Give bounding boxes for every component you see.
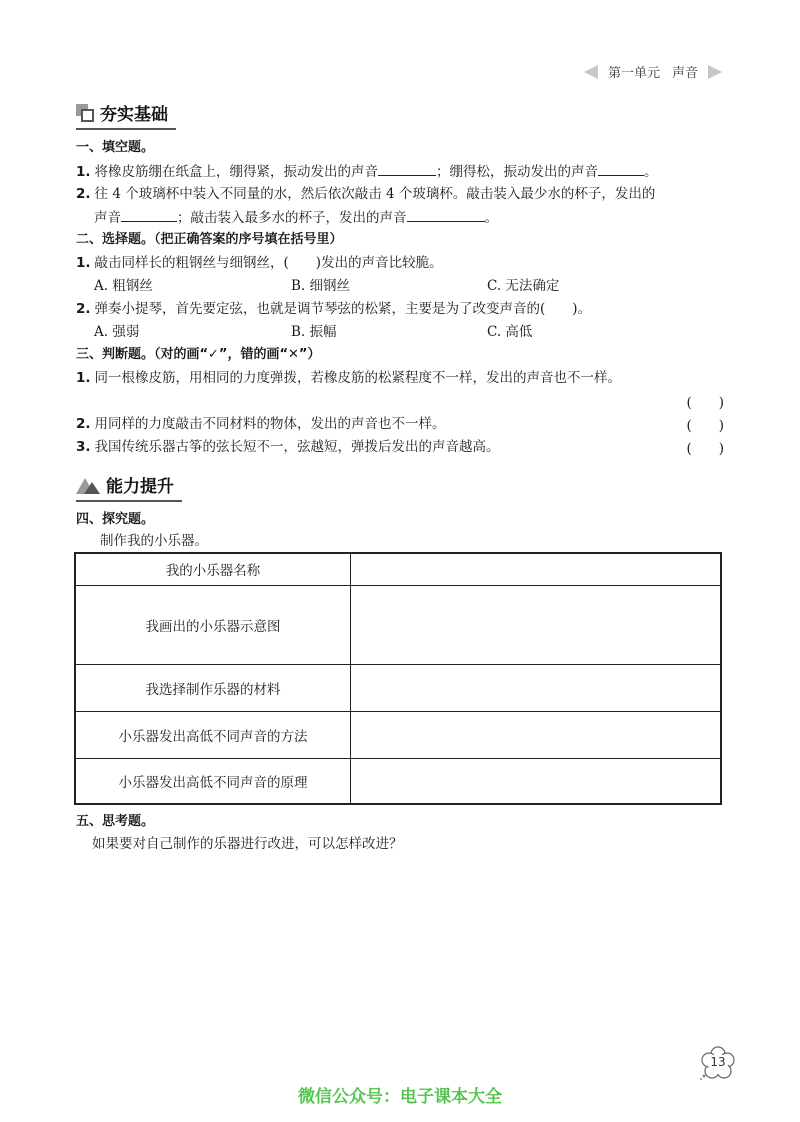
watermark: 微信公众号：电子课本大全 — [298, 1087, 502, 1107]
judge-question-1: 1. 同一根橡皮筋，用相同的力度弹拨，若橡皮筋的松紧程度不一样，发出的声音也不一样。 — [76, 370, 622, 386]
section-title-text: 能力提升 — [106, 477, 174, 497]
think-heading: 五、思考题。 — [76, 814, 155, 829]
table-row — [75, 664, 721, 711]
instrument-table — [74, 552, 722, 805]
judge-heading: 三、判断题。（对的画“✓”，错的画“✕”） — [76, 347, 321, 362]
option-c[interactable]: C. 高低 — [487, 324, 533, 340]
answer-paren[interactable]: ( ) — [686, 418, 724, 434]
answer-blank[interactable] — [407, 207, 485, 222]
judge-question-3: 3. 我国传统乐器古筝的弦长短不一，弦越短，弹拨后发出的声音越高。 — [76, 439, 500, 455]
row-label: 我选择制作乐器的材料 — [75, 664, 351, 711]
answer-blank[interactable] — [598, 161, 644, 176]
answer-paren[interactable]: ( ) — [686, 441, 724, 457]
squares-icon — [76, 104, 94, 122]
row-label: 我的小乐器名称 — [75, 553, 351, 585]
judge-question-2: 2. 用同样的力度敲击不同材料的物体，发出的声音也不一样。 — [76, 416, 446, 432]
option-b[interactable]: B. 振幅 — [291, 324, 337, 340]
answer-cell[interactable] — [351, 664, 722, 711]
explore-intro: 制作我的小乐器。 — [100, 533, 208, 549]
header-right-triangle-icon — [708, 65, 722, 79]
page-header — [584, 62, 722, 81]
fill-question-2-cont: 声音 ；敲击装入最多水的杯子，发出的声音 。 — [94, 207, 498, 228]
header-topic: 声音 — [671, 66, 698, 81]
answer-cell[interactable] — [351, 585, 722, 664]
section-title-text: 夯实基础 — [100, 105, 168, 125]
header-left-triangle-icon — [584, 65, 598, 79]
section-title-basics — [76, 100, 168, 125]
answer-paren[interactable]: ( ) — [686, 395, 724, 411]
answer-blank[interactable] — [378, 161, 436, 176]
option-a[interactable]: A. 强弱 — [94, 324, 140, 340]
header-unit: 第一单元 — [607, 66, 660, 81]
table-row — [75, 758, 721, 804]
fill-question-2: 2. 往 4 个玻璃杯中装入不同量的水，然后依次敲击 4 个玻璃杯。敲击装入最少水的杯子，发出的 — [76, 186, 656, 202]
table-row — [75, 553, 721, 585]
answer-cell[interactable] — [351, 711, 722, 758]
answer-blank[interactable] — [121, 207, 177, 222]
choice-heading: 二、选择题。（把正确答案的序号填在括号里） — [76, 232, 343, 247]
choice-question-1: 1. 敲击同样长的粗钢丝与细钢丝，( )发出的声音比较脆。 — [76, 255, 443, 271]
row-label: 我画出的小乐器示意图 — [75, 585, 351, 664]
option-c[interactable]: C. 无法确定 — [487, 278, 560, 294]
fill-question-1: 1. 将橡皮筋绷在纸盒上，绷得紧，振动发出的声音 ；绷得松，振动发出的声音 。 — [76, 161, 658, 182]
row-label: 小乐器发出高低不同声音的方法 — [75, 711, 351, 758]
table-row — [75, 711, 721, 758]
explore-heading: 四、探究题。 — [76, 512, 155, 527]
option-b[interactable]: B. 细钢丝 — [291, 278, 351, 294]
mountain-icon — [76, 476, 100, 494]
row-label: 小乐器发出高低不同声音的原理 — [75, 758, 351, 804]
choice-question-2: 2. 弹奏小提琴，首先要定弦，也就是调节琴弦的松紧，主要是为了改变声音的( )。 — [76, 301, 592, 317]
section-title-advance — [76, 472, 174, 497]
answer-cell[interactable] — [351, 758, 722, 804]
option-a[interactable]: A. 粗钢丝 — [94, 278, 153, 294]
answer-cell[interactable] — [351, 553, 722, 585]
page-number: 13 — [710, 1055, 726, 1069]
fill-heading: 一、填空题。 — [76, 140, 155, 155]
think-question: 如果要对自己制作的乐器进行改进，可以怎样改进？ — [92, 836, 403, 852]
table-row — [75, 585, 721, 664]
